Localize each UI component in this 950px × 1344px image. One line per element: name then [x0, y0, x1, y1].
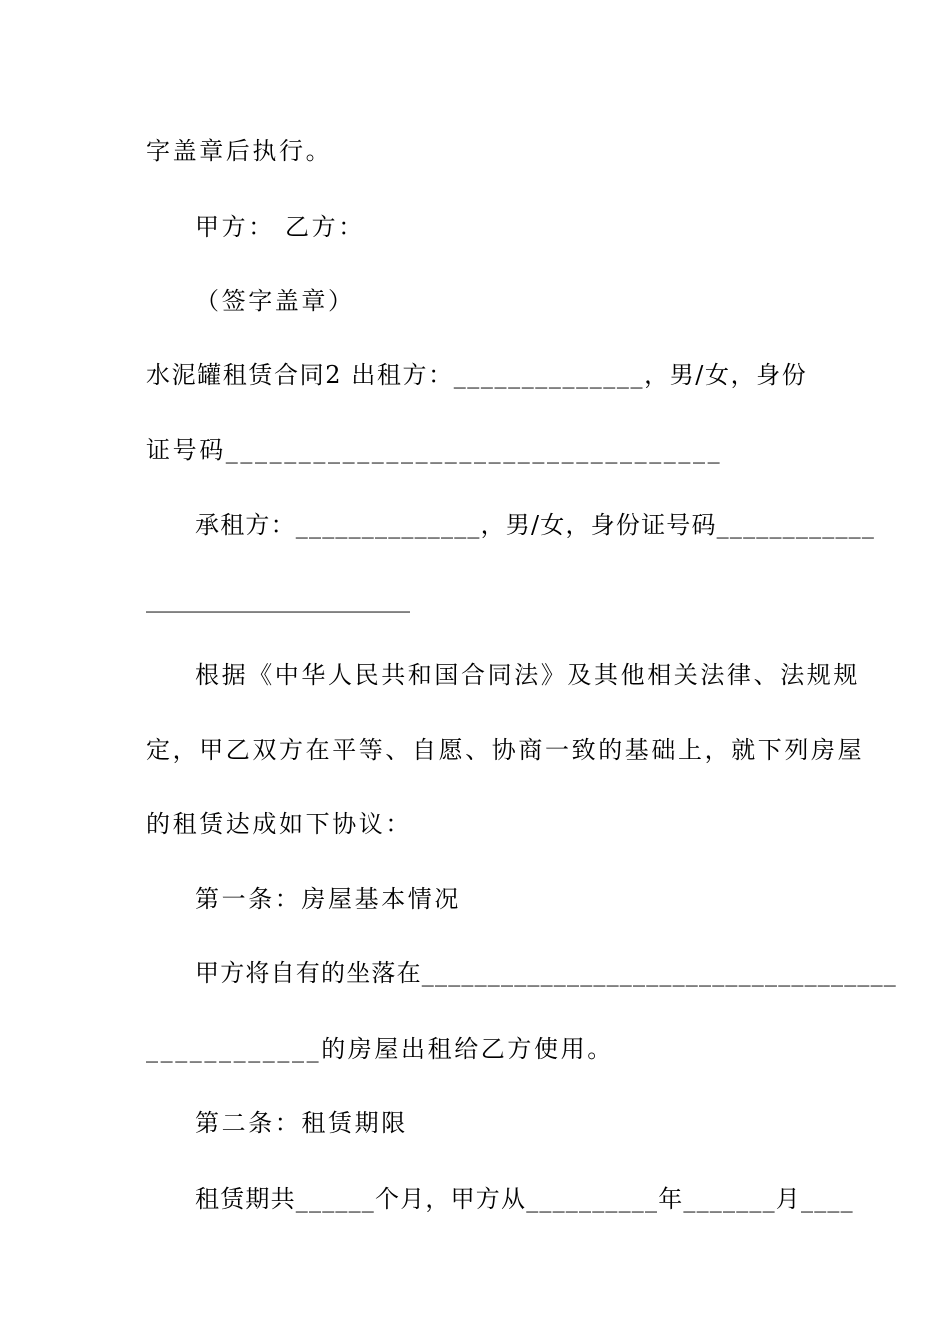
lessor-id-line: 证号码__________________________________ — [146, 436, 723, 464]
lessee-id-blank-line: ______________________ — [146, 585, 410, 613]
paragraph-line-1: 根据《中华人民共和国合同法》及其他相关法律、法规规 — [195, 661, 860, 689]
lessee-line: 承租方：______________，男/女，身份证号码____________ — [195, 511, 876, 539]
text-line-1: 字盖章后执行。 — [146, 137, 333, 165]
article-1-heading: 第一条：房屋基本情况 — [195, 885, 461, 913]
article-2-text-line-1: 租赁期共______个月，甲方从__________年_______月____ — [195, 1185, 854, 1213]
contract-title-lessor-line: 水泥罐租赁合同2 出租方：______________，男/女，身份 — [146, 361, 808, 389]
paragraph-line-3: 的租赁达成如下协议： — [146, 810, 412, 838]
paragraph-line-2: 定，甲乙双方在平等、自愿、协商一致的基础上，就下列房屋 — [146, 736, 865, 764]
signature-parties-line: 甲方： 乙方： — [195, 213, 365, 241]
seal-note-line: （签字盖章） — [195, 287, 355, 315]
article-1-text-line-2: ____________的房屋出租给乙方使用。 — [146, 1035, 614, 1063]
article-1-text-line-1: 甲方将自有的坐落在____________________________________ — [195, 959, 897, 987]
article-2-heading: 第二条：租赁期限 — [195, 1109, 408, 1137]
